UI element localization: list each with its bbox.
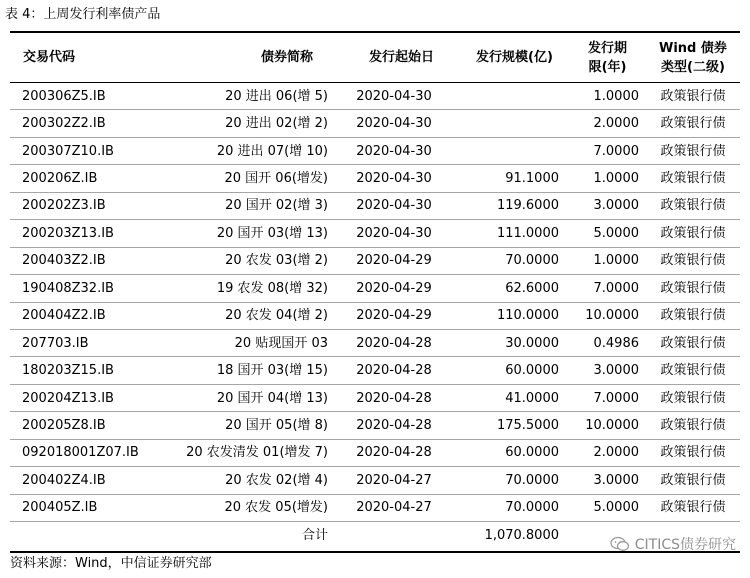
cell-code: 207703.IB	[10, 329, 175, 356]
cell-code: 190408Z32.IB	[10, 275, 175, 302]
cell-term: 7.0000	[561, 275, 646, 302]
cell-code: 200306Z5.IB	[10, 83, 175, 110]
table-row	[10, 412, 740, 439]
cell-start-date: 2020-04-29	[333, 275, 455, 302]
cell-name: 20 农发 05(增发)	[175, 494, 333, 521]
table-caption: 表 4：上周发行利率债产品	[5, 7, 161, 22]
cell-type: 政策银行债	[646, 83, 740, 110]
cell-type: 政策银行债	[646, 329, 740, 356]
cell-code: 200403Z2.IB	[10, 247, 175, 274]
table-row	[10, 329, 740, 356]
cell-code: 180203Z15.IB	[10, 357, 175, 384]
cell-type: 政策银行债	[646, 220, 740, 247]
bond-table	[10, 83, 740, 548]
table-row	[10, 192, 740, 219]
cell-term: 7.0000	[561, 137, 646, 164]
header-term	[588, 33, 627, 82]
table-row	[10, 83, 740, 110]
table-row	[10, 439, 740, 466]
table-row	[10, 494, 740, 521]
cell-code: 200307Z10.IB	[10, 137, 175, 164]
cell-size	[455, 110, 561, 137]
cell-code: 200302Z2.IB	[10, 110, 175, 137]
watermark-text: CITICS债券研究	[634, 537, 736, 553]
cell-term: 10.0000	[561, 302, 646, 329]
cell-name: 20 国开 05(增 8)	[175, 412, 333, 439]
cell-size: 30.0000	[455, 329, 561, 356]
total-empty-2	[333, 522, 455, 549]
cell-type: 政策银行债	[646, 110, 740, 137]
cell-size: 60.0000	[455, 357, 561, 384]
cell-name: 20 进出 02(增 2)	[175, 110, 333, 137]
cell-start-date: 2020-04-27	[333, 494, 455, 521]
cell-type: 政策银行债	[646, 439, 740, 466]
cell-type: 政策银行债	[646, 165, 740, 192]
cell-name: 20 农发 02(增 4)	[175, 467, 333, 494]
cell-start-date: 2020-04-30	[333, 220, 455, 247]
cell-name: 19 农发 08(增 32)	[175, 275, 333, 302]
header-start-date: 发行起始日	[369, 50, 435, 65]
cell-start-date: 2020-04-28	[333, 357, 455, 384]
cell-name: 20 农发 03(增 2)	[175, 247, 333, 274]
cell-code: 092018001Z07.IB	[10, 439, 175, 466]
watermark	[610, 534, 736, 554]
cell-name: 20 农发清发 01(增发 7)	[175, 439, 333, 466]
table-row	[10, 220, 740, 247]
table-row	[10, 275, 740, 302]
total-size: 1,070.8000	[484, 527, 559, 543]
header-term-line1: 发行期	[588, 40, 628, 56]
cell-type: 政策银行债	[646, 247, 740, 274]
cell-start-date: 2020-04-30	[333, 165, 455, 192]
cell-type: 政策银行债	[646, 137, 740, 164]
cell-size: 70.0000	[455, 247, 561, 274]
cell-term: 1.0000	[561, 83, 646, 110]
cell-code: 200404Z2.IB	[10, 302, 175, 329]
cell-type: 政策银行债	[646, 357, 740, 384]
cell-name: 20 进出 07(增 10)	[175, 137, 333, 164]
cell-term: 0.4986	[561, 329, 646, 356]
cell-size: 70.0000	[455, 494, 561, 521]
cell-type: 政策银行债	[646, 302, 740, 329]
total-label: 合计	[301, 527, 328, 543]
cell-start-date: 2020-04-30	[333, 192, 455, 219]
total-empty-1	[10, 522, 175, 549]
table-row	[10, 247, 740, 274]
table-row	[10, 165, 740, 192]
wechat-icon	[610, 536, 630, 552]
header-code: 交易代码	[23, 50, 76, 65]
cell-name: 20 国开 02(增 3)	[175, 192, 333, 219]
cell-start-date: 2020-04-30	[333, 83, 455, 110]
cell-type: 政策银行债	[646, 412, 740, 439]
cell-size: 110.0000	[455, 302, 561, 329]
cell-type: 政策银行债	[646, 384, 740, 411]
cell-name: 20 农发 04(增 2)	[175, 302, 333, 329]
cell-code: 200204Z13.IB	[10, 384, 175, 411]
table-row	[10, 302, 740, 329]
cell-start-date: 2020-04-28	[333, 384, 455, 411]
header-size: 发行规模(亿)	[476, 50, 553, 65]
cell-code: 200405Z.IB	[10, 494, 175, 521]
cell-start-date: 2020-04-28	[333, 412, 455, 439]
cell-start-date: 2020-04-28	[333, 439, 455, 466]
cell-term: 2.0000	[561, 439, 646, 466]
cell-type: 政策银行债	[646, 467, 740, 494]
cell-term: 10.0000	[561, 412, 646, 439]
table-row	[10, 357, 740, 384]
cell-code: 200206Z.IB	[10, 165, 175, 192]
cell-term: 5.0000	[561, 494, 646, 521]
cell-type: 政策银行债	[646, 275, 740, 302]
cell-size: 70.0000	[455, 467, 561, 494]
cell-name: 20 进出 06(增 5)	[175, 83, 333, 110]
header-type	[659, 33, 727, 82]
cell-start-date: 2020-04-28	[333, 329, 455, 356]
cell-code: 200202Z3.IB	[10, 192, 175, 219]
cell-code: 200203Z13.IB	[10, 220, 175, 247]
cell-start-date: 2020-04-30	[333, 137, 455, 164]
cell-term: 1.0000	[561, 247, 646, 274]
header-type-line2: 类型(二级)	[661, 59, 725, 75]
cell-size: 41.0000	[455, 384, 561, 411]
cell-size: 62.6000	[455, 275, 561, 302]
cell-size	[455, 137, 561, 164]
cell-start-date: 2020-04-30	[333, 110, 455, 137]
cell-code: 200402Z4.IB	[10, 467, 175, 494]
header-term-line2: 限(年)	[588, 59, 627, 75]
cell-start-date: 2020-04-29	[333, 247, 455, 274]
cell-name: 18 国开 03(增 15)	[175, 357, 333, 384]
cell-name: 20 国开 06(增发)	[175, 165, 333, 192]
cell-name: 20 国开 04(增 13)	[175, 384, 333, 411]
cell-size: 60.0000	[455, 439, 561, 466]
source-note: 资料来源：Wind，中信证券研究部	[10, 556, 212, 571]
table-row	[10, 467, 740, 494]
cell-name: 20 贴现国开 03	[175, 329, 333, 356]
cell-term: 7.0000	[561, 384, 646, 411]
cell-size: 119.6000	[455, 192, 561, 219]
cell-term: 2.0000	[561, 110, 646, 137]
table-row	[10, 110, 740, 137]
cell-start-date: 2020-04-29	[333, 302, 455, 329]
cell-start-date: 2020-04-27	[333, 467, 455, 494]
table-row	[10, 384, 740, 411]
cell-term: 3.0000	[561, 467, 646, 494]
cell-term: 3.0000	[561, 192, 646, 219]
cell-size: 91.1000	[455, 165, 561, 192]
cell-term: 1.0000	[561, 165, 646, 192]
header-name: 债券简称	[261, 50, 314, 65]
cell-type: 政策银行债	[646, 192, 740, 219]
cell-size: 175.5000	[455, 412, 561, 439]
cell-name: 20 国开 03(增 13)	[175, 220, 333, 247]
header-type-line1: Wind 债券	[659, 40, 727, 56]
cell-term: 5.0000	[561, 220, 646, 247]
cell-code: 200205Z8.IB	[10, 412, 175, 439]
cell-term: 3.0000	[561, 357, 646, 384]
table-row	[10, 137, 740, 164]
cell-size: 111.0000	[455, 220, 561, 247]
cell-type: 政策银行债	[646, 494, 740, 521]
cell-size	[455, 83, 561, 110]
